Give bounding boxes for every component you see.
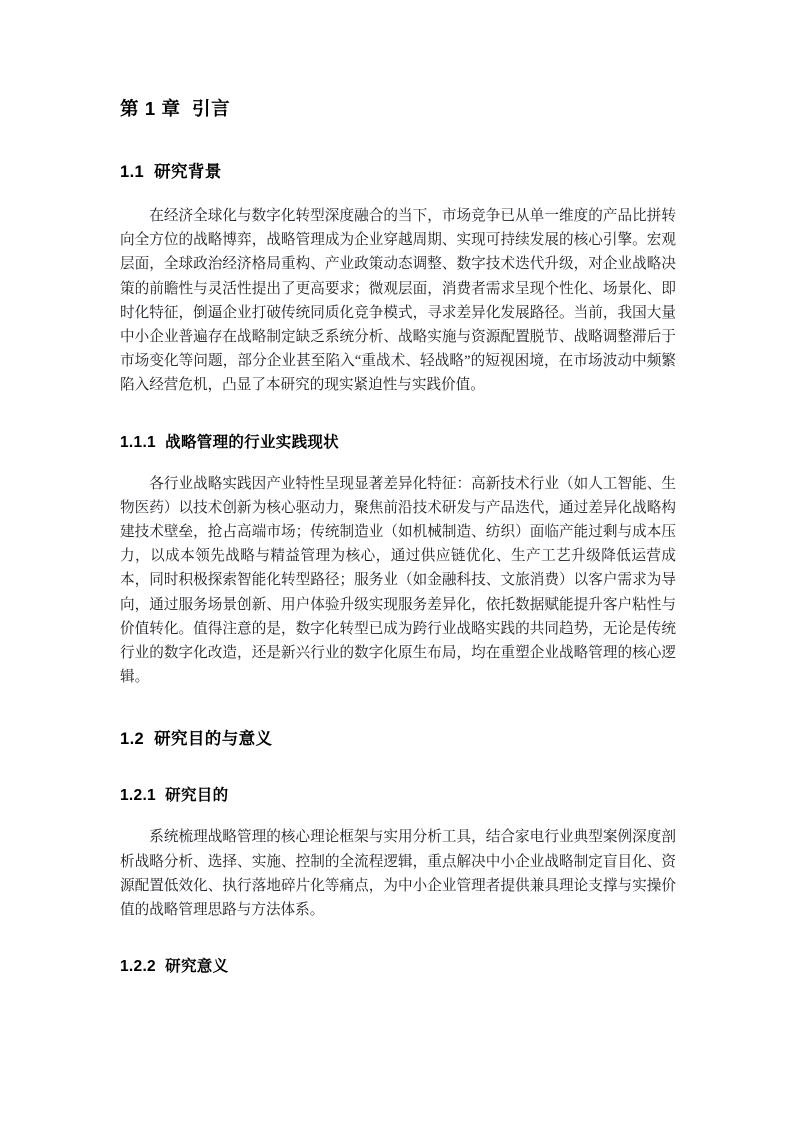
paragraph-1-1-1-1: 各行业战略实践因产业特性呈现显著差异化特征：高新技术行业（如人工智能、生物医药）以技术创新为核心驱动力，聚焦前沿技术研发与产品迭代，通过差异化战略构建技术壁垒，抢占高端市场；传统制造业（如机械制造、纺织）面临产能过剩与成本压力，以成本领先战略与精益管理为核心，通过供应链优化、生产工艺升级降低运营成本，同时积极探索智能化转型路径；服务业（如金融科技、文旅消费）以客户需求为导向，通过服务场景创新、用户体验升级实现服务差异化，依托数据赋能提升客户粘性与价值转化。值得注意的是，数字化转型已成为跨行业战略实践的共同趋势，无论是传统行业的数字化改造，还是新兴行业的数字化原生布局，均在重塑企业战略管理的核心逻辑。: [120, 475, 676, 686]
paragraph-1-2-1-1: 系统梳理战略管理的核心理论框架与实用分析工具，结合家电行业典型案例深度剖析战略分析、选择、实施、控制的全流程逻辑，重点解决中小企业战略制定盲目化、资源配置低效化、执行落地碎片化等痛点，为中小企业管理者提供兼具理论支撑与实操价值的战略管理思路与方法体系。: [120, 829, 676, 919]
section-heading-1-2-1: 1.2.1 研究目的: [120, 787, 229, 805]
section-heading-1-1: 1.1 研究背景: [120, 163, 222, 181]
page-content: [120, 96, 676, 978]
section-heading-1-1-1: 1.1.1 战略管理的行业实践现状: [120, 433, 339, 451]
section-heading-1-2-2: 1.2.2 研究意义: [120, 958, 229, 976]
section-heading-1-2: 1.2 研究目的与意义: [120, 730, 273, 749]
chapter-heading: 第 1 章 引言: [120, 98, 231, 119]
paragraph-1-1-1: 在经济全球化与数字化转型深度融合的当下，市场竞争已从单一维度的产品比拼转向全方位的战略博弈，战略管理成为企业穿越周期、实现可持续发展的核心引擎。宏观层面，全球政治经济格局重构、产业政策动态调整、数字技术迭代升级，对企业战略决策的前瞻性与灵活性提出了更高要求；微观层面，消费者需求呈现个性化、场景化、即时化特征，倒逼企业打破传统同质化竞争模式，寻求差异化发展路径。当前，我国大量中小企业普遍存在战略制定缺乏系统分析、战略实施与资源配置脱节、战略调整滞后于市场变化等问题，部分企业甚至陷入“重战术、轻战略”的短视困境，在市场波动中频繁陷入经营危机，凸显了本研究的现实紧迫性与实践价值。: [120, 208, 676, 394]
